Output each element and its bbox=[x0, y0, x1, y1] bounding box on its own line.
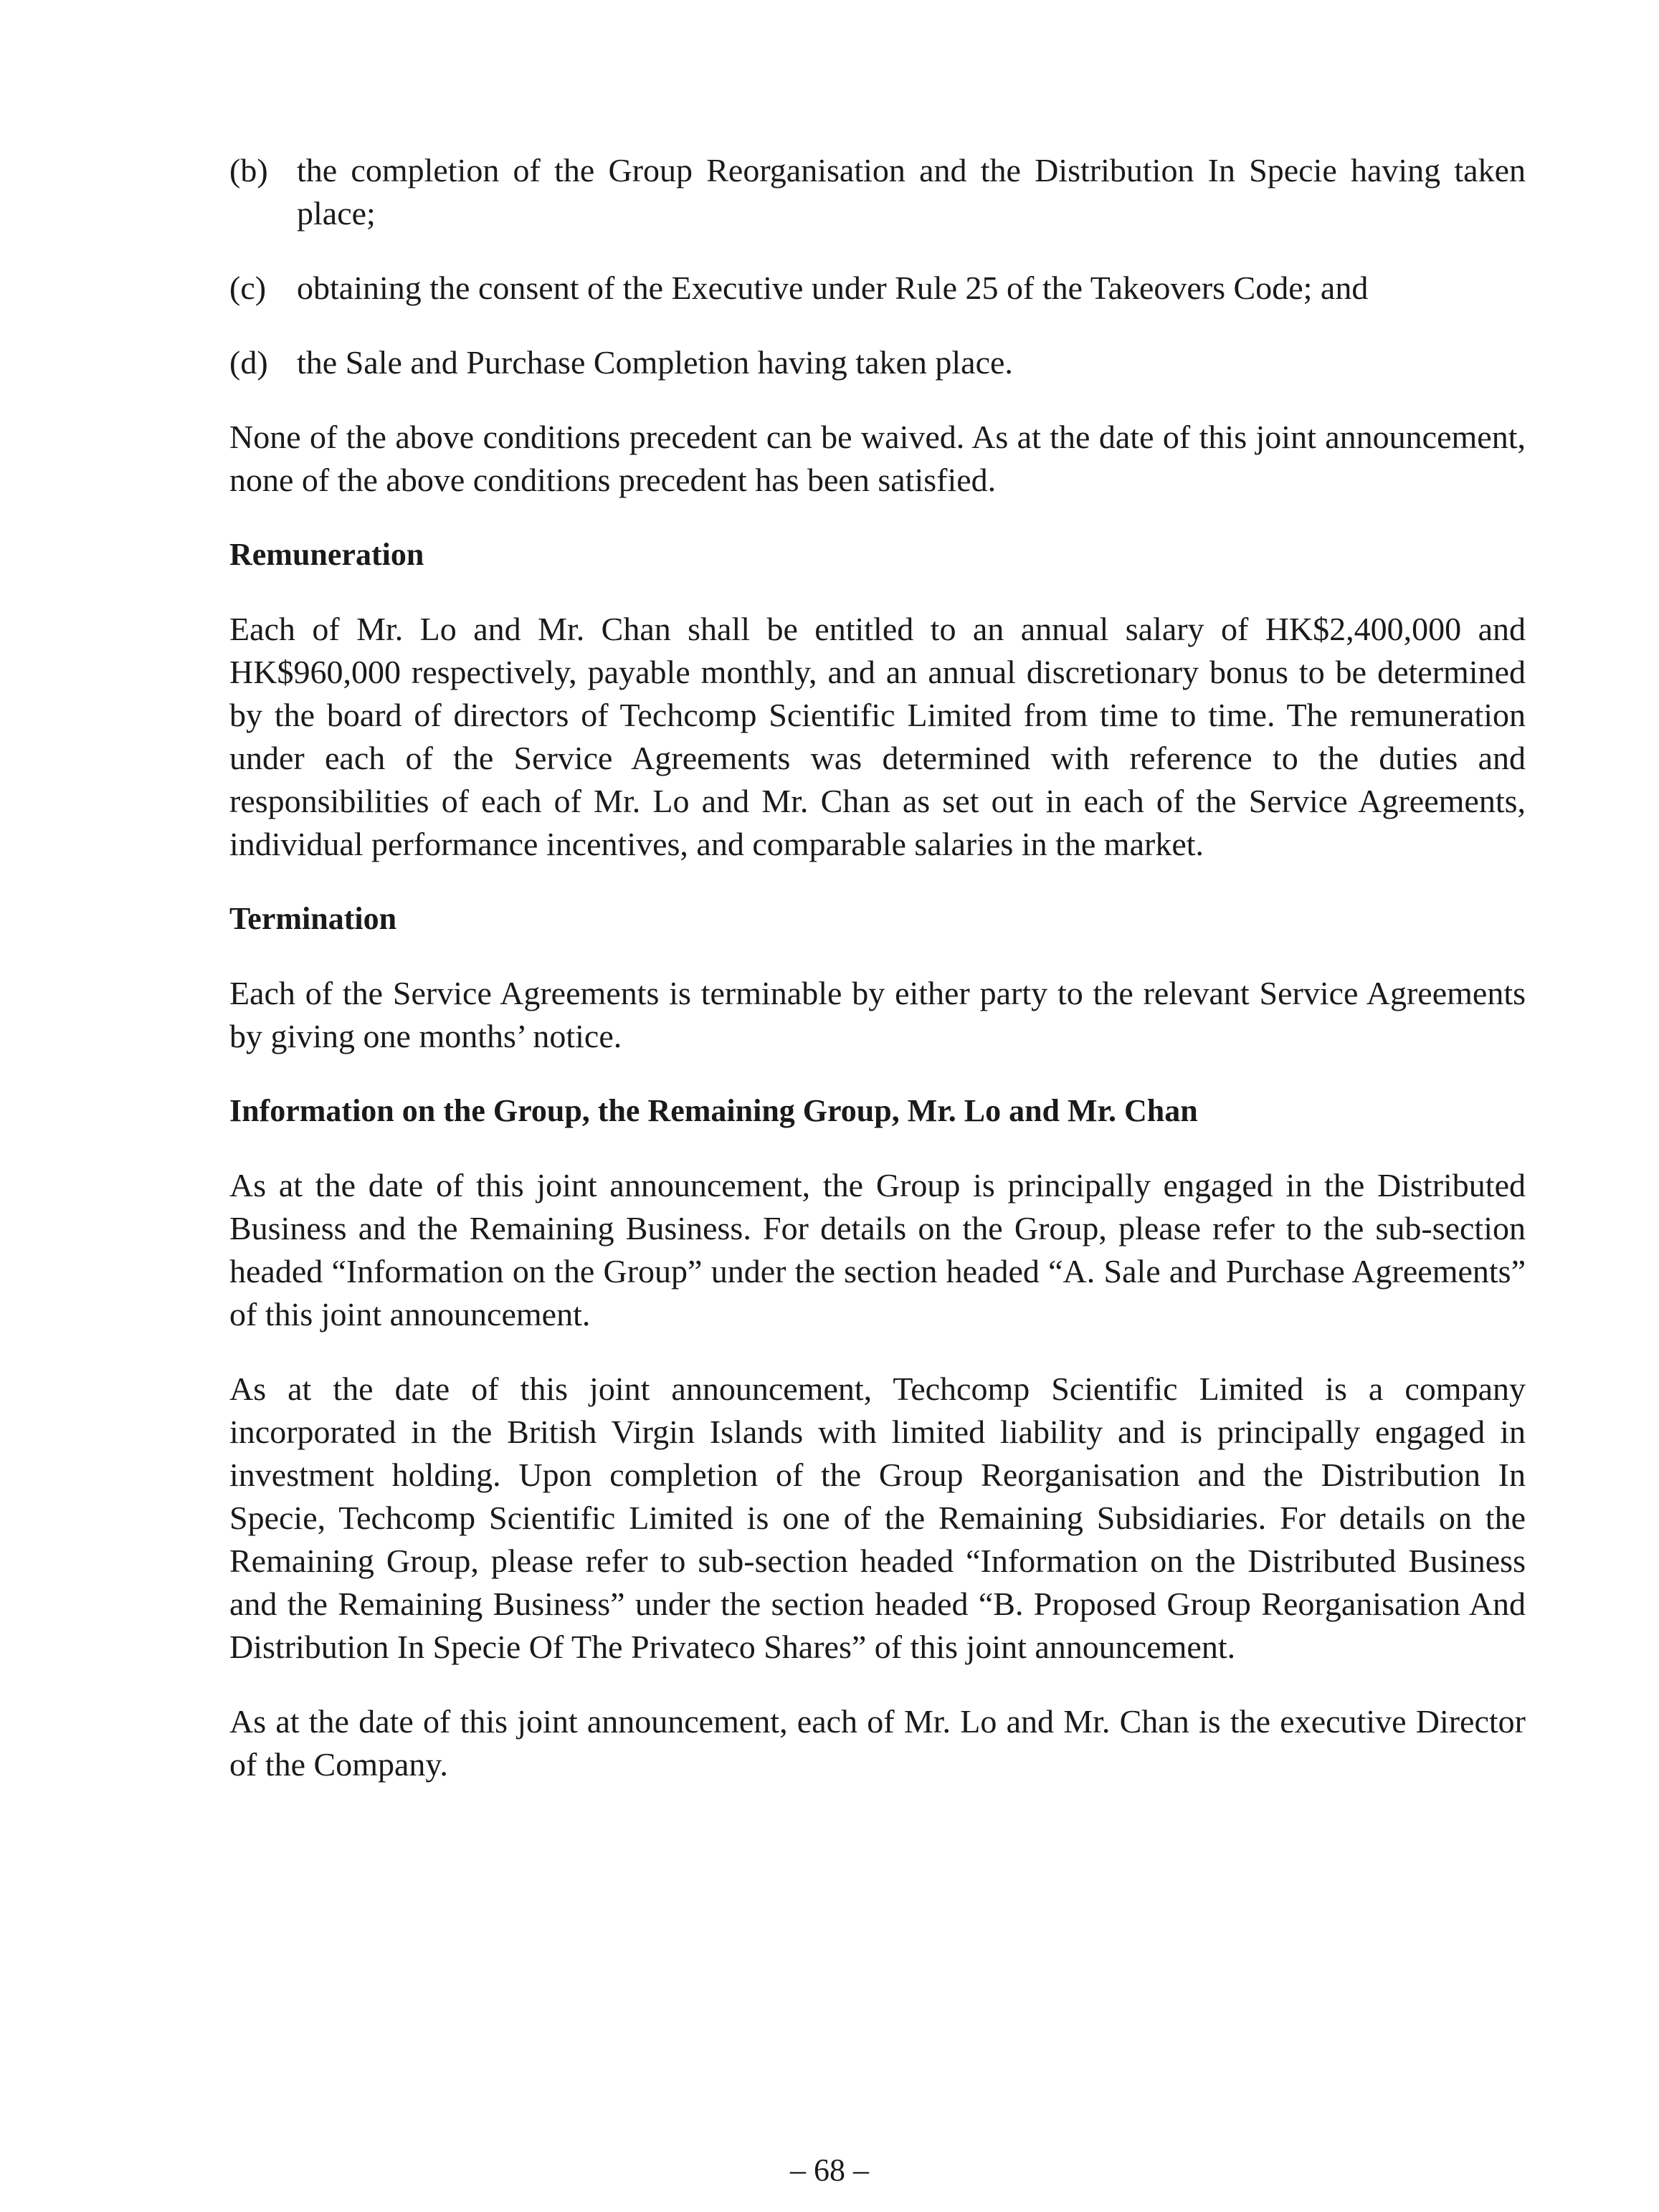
condition-label: (b) bbox=[229, 152, 268, 189]
information-paragraph-techcomp: As at the date of this joint announcement, Techcomp Scientific Limited is a company incorporated in the British Virgin Islands with limited liability and is principally engaged in investment holding. Upon completion of the Group Reorganisation and the Distribution In Specie, Techcomp Scientific Limited is one of the Remaining Subsidiaries. For details on the Remaining Group, please refer to sub-section headed “Information on the Distributed Business and the Remaining Business” under the section headed “B. Proposed Group Reorganisation And Distribution In Specie Of The Privateco Shares” of this joint announcement. bbox=[229, 1370, 1526, 1665]
condition-item-c bbox=[229, 267, 1526, 310]
information-heading: Information on the Group, the Remaining Group, Mr. Lo and Mr. Chan bbox=[229, 1093, 1198, 1128]
condition-text: obtaining the consent of the Executive under Rule 25 of the Takeovers Code; and bbox=[297, 270, 1369, 306]
condition-text: the Sale and Purchase Completion having taken place. bbox=[297, 344, 1013, 381]
condition-item-d bbox=[229, 341, 1526, 384]
information-paragraph-group: As at the date of this joint announcement, the Group is principally engaged in the Distributed Business and the Remaining Business. For details on the Group, please refer to the sub-section headed “Information on the Group” under the section headed “A. Sale and Purchase Agreements” of this joint announcement. bbox=[229, 1167, 1526, 1333]
condition-text: the completion of the Group Reorganisation and the Distribution In Specie having taken place; bbox=[297, 152, 1526, 232]
conditions-note: None of the above conditions precedent can be waived. As at the date of this joint announcement, none of the above conditions precedent has been satisfied. bbox=[229, 419, 1526, 498]
condition-label: (c) bbox=[229, 270, 267, 306]
termination-paragraph: Each of the Service Agreements is terminable by either party to the relevant Service Agreements by giving one months’ notice. bbox=[229, 975, 1526, 1054]
document-page bbox=[229, 149, 1526, 1818]
termination-heading: Termination bbox=[229, 901, 397, 936]
information-paragraph-directors: As at the date of this joint announcement, each of Mr. Lo and Mr. Chan is the executive Director of the Company. bbox=[229, 1703, 1526, 1783]
condition-label: (d) bbox=[229, 344, 268, 381]
condition-item-b bbox=[229, 149, 1526, 235]
page-number: – 68 – bbox=[790, 2153, 869, 2188]
remuneration-paragraph: Each of Mr. Lo and Mr. Chan shall be entitled to an annual salary of HK$2,400,000 and HK$960,000 respectively, payable monthly, and an annual discretionary bonus to be determined by the board of directors of Techcomp Scientific Limited from time to time. The remuneration under each of the Service Agreements was determined with reference to the duties and responsibilities of each of Mr. Lo and Mr. Chan as set out in each of the Service Agreements, individual performance incentives, and comparable salaries in the market. bbox=[229, 611, 1526, 862]
remuneration-heading: Remuneration bbox=[229, 537, 424, 572]
